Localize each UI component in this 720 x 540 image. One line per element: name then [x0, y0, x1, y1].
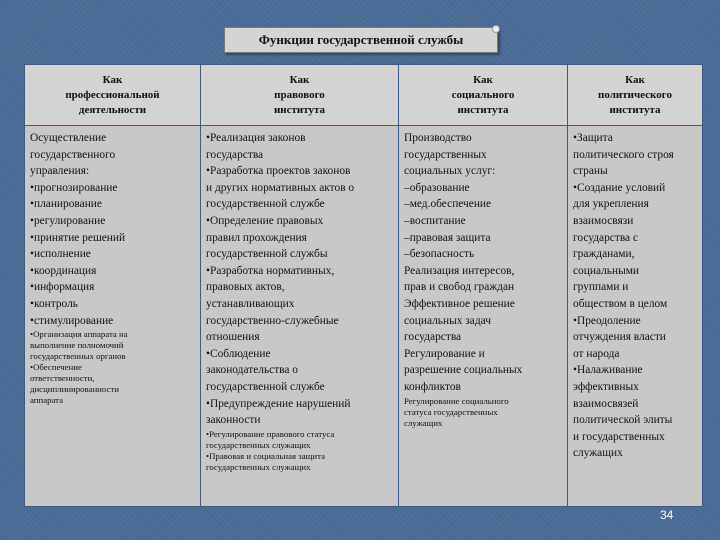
table-body-row [25, 126, 703, 507]
header-political: Как политического института [568, 65, 703, 126]
cell-professional [25, 126, 201, 507]
cell-professional-main: Осуществление государственного управления: •прогнозирование •планирование •регулирование •принятие решений •исполнение •координация •информация •контроль •стимулирование [30, 132, 126, 327]
cell-social [399, 126, 568, 507]
table-header-row [25, 65, 703, 126]
header-legal: Как правового института [201, 65, 399, 126]
cell-professional-extra: •Организация аппарата на выполнение полномочий государственных органов •Обеспечение ответственности, дисциплинированности аппарата [30, 329, 128, 406]
cell-political [568, 126, 703, 507]
cell-social-main: Производство государственных социальных услуг: –образование –мед.обеспечение –воспитание –правовая защита –безопасность Реализация интересов, прав и свобод граждан Эффективное решение социальных задач государства Регулирование и разрешение социальных конфликтов [404, 132, 523, 393]
header-professional: Как профессиональной деятельности [25, 65, 201, 126]
cell-legal-main: •Реализация законов государства •Разработка проектов законов и других нормативных актов о государственной службе •Определение правовых правил прохождения государственной службы •Разработка нормативных, правовых актов, устанавливающих государственно-служебные отношения •Соблюдение законодательства о государственной службе •Предупреждение нарушений законности [206, 132, 355, 427]
slide-number: 34 [660, 508, 674, 522]
cell-legal [201, 126, 399, 507]
header-social: Как социального института [399, 65, 568, 126]
cell-political-main: •Защита политического строя страны •Создание условий для укрепления взаимосвязи государства с гражданами, социальными группами и обществом в целом •Преодоление отчуждения власти от народа •Налаживание эффективных взаимосвязей политической элиты и государственных служащих [573, 132, 674, 460]
cell-legal-extra: •Регулирование правового статуса государственных служащих •Правовая и социальная защита государственных служащих [206, 428, 335, 472]
cell-social-extra: Регулирование социального статуса государственных служащих [404, 395, 509, 428]
slide-title: Функции государственной службы [224, 27, 498, 53]
functions-table [24, 64, 703, 507]
